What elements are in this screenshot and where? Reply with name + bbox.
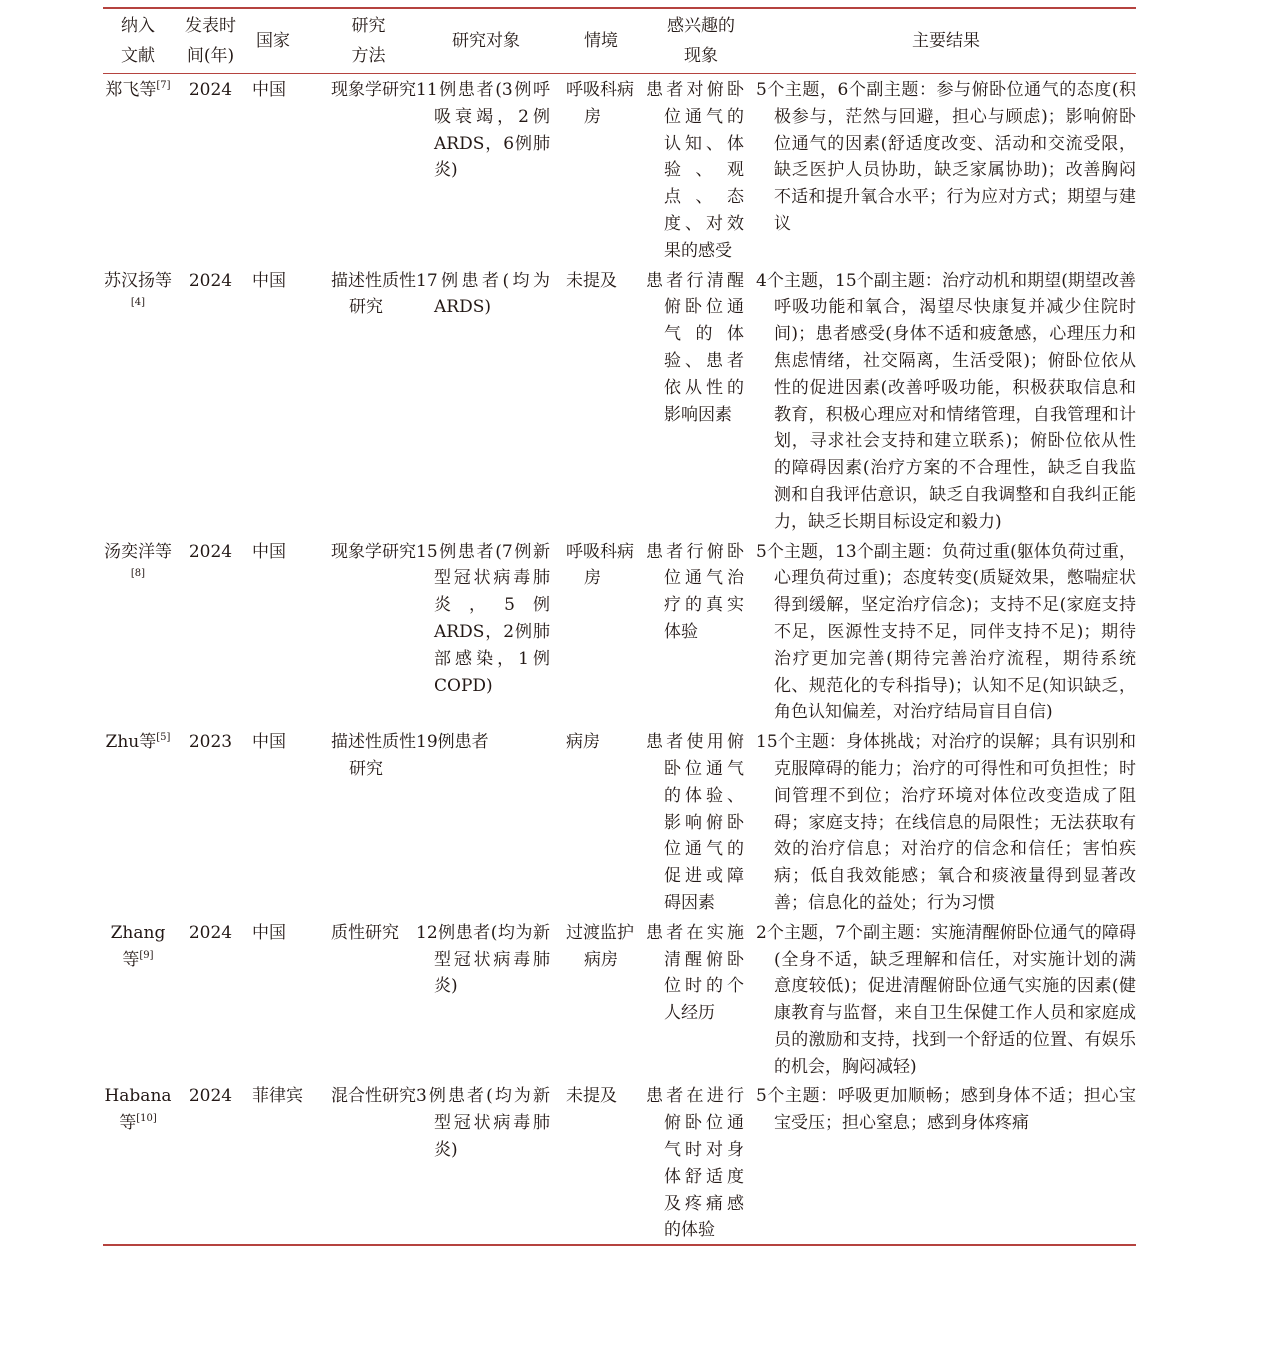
table-row — [103, 536, 1136, 727]
author-name: 苏汉扬等 — [104, 270, 172, 291]
author-name: Habana等 — [104, 1086, 172, 1134]
reference-number: [9] — [139, 949, 154, 961]
cell-year: 2024 — [188, 80, 233, 100]
cell-results: 15个主题：身体挑战；对治疗的误解；具有识别和克服障碍的能力；治疗的可得性和可负担性；时间管理不到位；治疗环境对体位改变造成了阻碍；家庭支持；在线信息的局限性；无法获取有效的治疗信息；对治疗的信念和信任；害怕疾病；低自我效能感；氧合和痰液量得到显著改善；信息化的益处；行为习惯 — [756, 732, 1136, 913]
header-method: 研究 方法 — [351, 16, 386, 66]
cell-method: 现象学研究 — [331, 541, 416, 562]
cell-subjects: 15例患者(7例新型冠状病毒肺炎，5例ARDS，2例肺部感染，1例COPD) — [416, 541, 550, 696]
cell-literature — [103, 265, 173, 536]
author-name: Zhu等 — [105, 732, 157, 753]
cell-method: 混合性研究 — [331, 1086, 416, 1107]
cell-results: 5个主题，13个副主题：负荷过重(躯体负荷过重，心理负荷过重)；态度转变(质疑效果，憋喘症状得到缓解，坚定治疗信念)；支持不足(家庭支持不足，医源性支持不足，同伴支持不足)；期待治疗更加完善(期待完善治疗流程，期待系统化、规范化的专科指导)；认知不足(知识缺乏，角色认知偏差，对治疗结局盲目自信) — [756, 541, 1136, 723]
table-row — [103, 1080, 1136, 1245]
cell-method: 现象学研究 — [331, 80, 416, 100]
cell-literature — [103, 536, 173, 727]
cell-year: 2024 — [188, 1086, 233, 1107]
cell-phenomenon: 患者对俯卧位通气的认知、体验、观点、态度、对效果的感受 — [646, 80, 744, 261]
reference-number: [7] — [156, 80, 171, 91]
cell-year: 2024 — [188, 922, 233, 943]
cell-results: 4个主题，15个副主题：治疗动机和期望(期望改善呼吸功能和氧合，渴望尽快康复并减少住院时间)；患者感受(身体不适和疲惫感，心理压力和焦虑情绪，社交隔离，生活受限)；俯卧位依从性的促进因素(改善呼吸功能，积极获取信息和教育，积极心理应对和情绪管理，自我管理和计划，寻求社会支持和建立联系)；俯卧位依从性的障碍因素(治疗方案的不合理性，缺乏自我监测和自我评估意识，缺乏自我调整和自我纠正能力，缺乏长期目标设定和毅力) — [756, 270, 1136, 532]
cell-phenomenon: 患者在进行俯卧位通气时对身体舒适度及疼痛感的体验 — [646, 1086, 744, 1241]
cell-method: 描述性质性研究 — [331, 732, 416, 779]
cell-literature — [103, 1080, 173, 1245]
author-name: Zhang等 — [110, 922, 166, 970]
table-row — [103, 265, 1136, 536]
cell-year: 2023 — [188, 732, 233, 753]
cell-setting: 过渡监护病房 — [566, 922, 634, 970]
cell-phenomenon: 患者使用俯卧位通气的体验、影响俯卧位通气的促进或障碍因素 — [646, 732, 744, 913]
header-country: 国家 — [256, 31, 290, 51]
cell-setting: 病房 — [566, 732, 600, 753]
cell-literature — [103, 917, 173, 1081]
reference-number: [5] — [156, 732, 171, 744]
cell-country: 中国 — [252, 80, 286, 100]
cell-results: 5个主题：呼吸更加顺畅；感到身体不适；担心宝宝受压；担心窒息；感到身体疼痛 — [756, 1086, 1136, 1134]
header-literature: 纳入 文献 — [121, 16, 155, 66]
table-header-row — [103, 8, 1136, 74]
author-name: 汤奕洋等 — [104, 541, 172, 562]
cell-year: 2024 — [188, 270, 233, 291]
reference-number: [4] — [130, 297, 146, 309]
table-row — [103, 726, 1136, 917]
header-setting: 情境 — [584, 31, 618, 51]
cell-country: 中国 — [252, 270, 286, 291]
cell-setting: 呼吸科病房 — [566, 80, 634, 127]
cell-year: 2024 — [188, 541, 233, 562]
cell-subjects: 17例患者(均为ARDS) — [416, 270, 550, 318]
table-row — [103, 74, 1136, 265]
table-container — [103, 7, 1136, 1246]
included-studies-table — [103, 7, 1136, 1246]
header-phenomenon: 感兴趣的 现象 — [667, 16, 735, 66]
cell-country: 中国 — [252, 922, 286, 943]
cell-results: 5个主题，6个副主题：参与俯卧位通气的态度(积极参与，茫然与回避，担心与顾虑)；影响俯卧位通气的因素(舒适度改变、活动和交流受限，缺乏医护人员协助，缺乏家属协助)；改善胸闷不适和提升氧合水平；行为应对方式；期望与建议 — [756, 80, 1136, 234]
table-row — [103, 917, 1136, 1081]
cell-country: 中国 — [252, 732, 286, 753]
cell-country: 菲律宾 — [252, 1086, 303, 1107]
cell-subjects: 3例患者(均为新型冠状病毒肺炎) — [416, 1086, 550, 1161]
cell-subjects: 12例患者(均为新型冠状病毒肺炎) — [416, 922, 550, 997]
cell-subjects: 11例患者(3例呼吸衰竭，2例ARDS，6例肺炎) — [416, 80, 550, 181]
cell-subjects: 19例患者 — [416, 732, 489, 753]
author-name: 郑飞等 — [105, 80, 157, 100]
cell-phenomenon: 患者行清醒俯卧位通气的体验、患者依从性的影响因素 — [646, 270, 744, 425]
cell-literature — [103, 74, 173, 265]
reference-number: [8] — [130, 568, 146, 580]
header-year: 发表时 间(年) — [185, 16, 236, 66]
cell-results: 2个主题，7个副主题：实施清醒俯卧位通气的障碍(全身不适，缺乏理解和信任，对实施计划的满意度较低)；促进清醒俯卧位通气实施的因素(健康教育与监督，来自卫生保健工作人员和家庭成员的激励和支持，找到一个舒适的位置、有娱乐的机会，胸闷减轻) — [756, 922, 1136, 1077]
cell-country: 中国 — [252, 541, 286, 562]
header-results: 主要结果 — [912, 31, 980, 51]
cell-method: 质性研究 — [331, 922, 399, 943]
cell-phenomenon: 患者行俯卧位通气治疗的真实体验 — [646, 541, 744, 642]
reference-number: [10] — [136, 1113, 157, 1125]
header-subjects: 研究对象 — [452, 31, 520, 51]
cell-phenomenon: 患者在实施清醒俯卧位时的个人经历 — [646, 922, 744, 1024]
cell-setting: 未提及 — [566, 270, 617, 291]
cell-literature — [103, 726, 173, 917]
cell-setting: 呼吸科病房 — [566, 541, 634, 589]
cell-method: 描述性质性研究 — [331, 270, 416, 318]
cell-setting: 未提及 — [566, 1086, 617, 1107]
